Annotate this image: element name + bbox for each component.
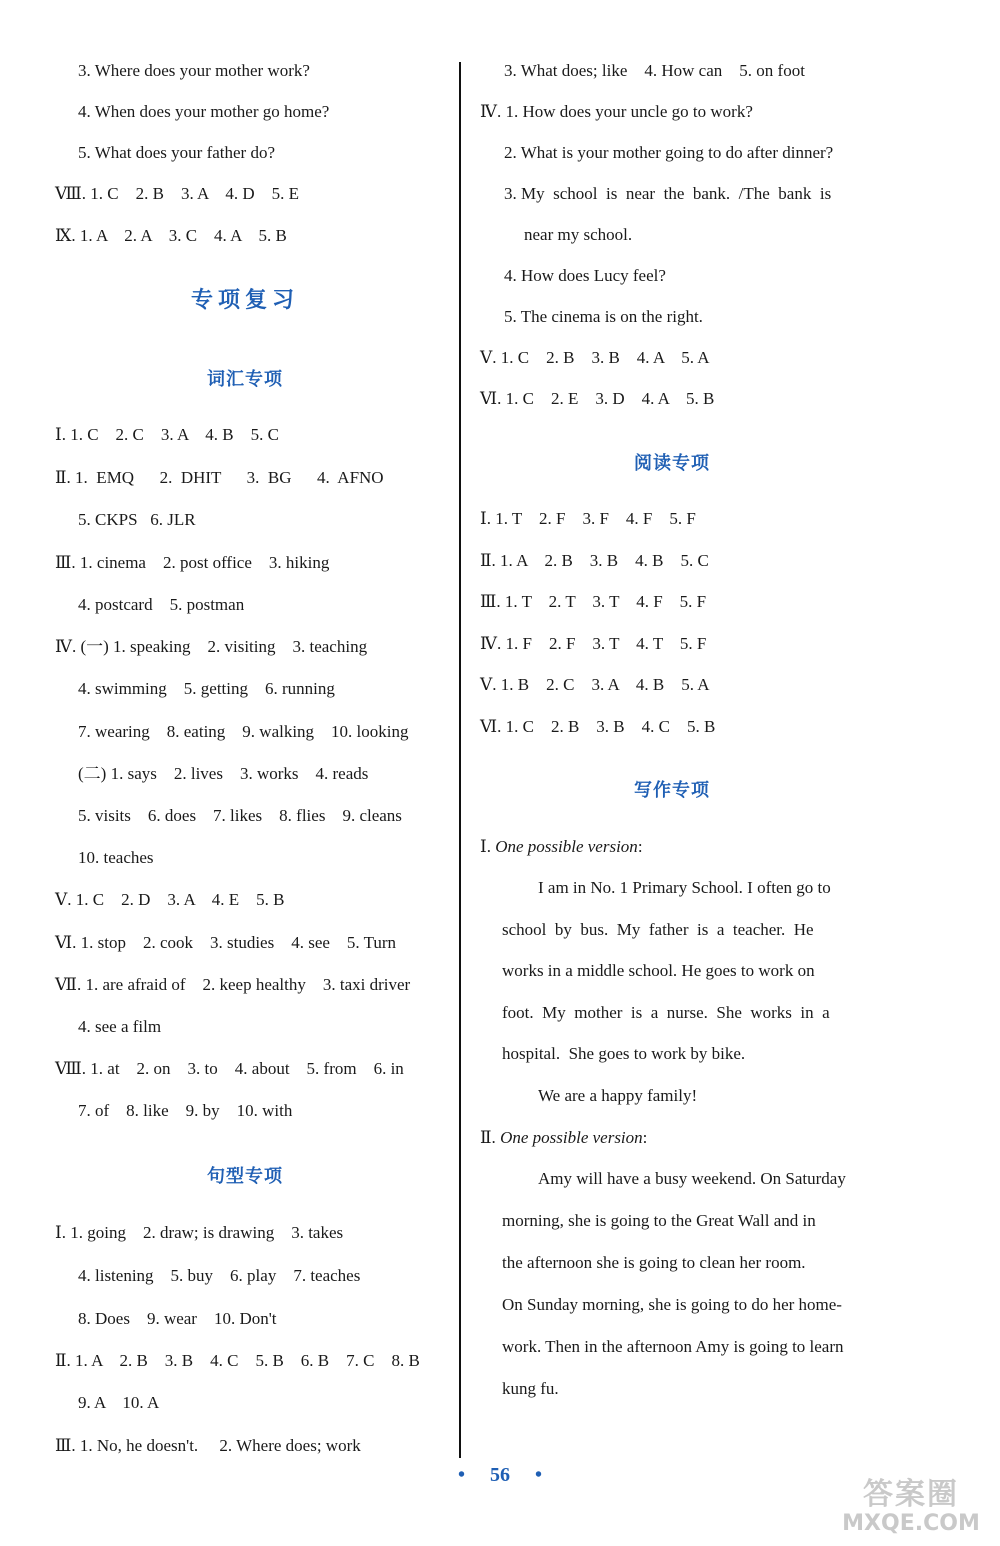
essay-line: kung fu. (502, 1379, 559, 1398)
answer-line: Ⅳ. 1. How does your uncle go to work? (480, 102, 753, 121)
answer-line: 10. teaches (78, 848, 154, 867)
section-title: 专项复习 (190, 288, 299, 313)
answer-line: 7. of 8. like 9. by 10. with (78, 1101, 293, 1120)
essay-line: On Sunday morning, she is going to do her home- (502, 1295, 842, 1314)
answer-line: Ⅴ. 1. C 2. D 3. A 4. E 5. B (55, 890, 285, 909)
answer-line: Ⅱ. 1. A 2. B 3. B 4. C 5. B 6. B 7. C 8. B (55, 1351, 420, 1370)
essay-line: works in a middle school. He goes to work on (502, 961, 815, 980)
answer-line: Ⅴ. 1. B 2. C 3. A 4. B 5. A (480, 675, 710, 694)
page-number-text: 56 (490, 1464, 510, 1486)
essay-line: work. Then in the afternoon Amy is going to learn (502, 1337, 844, 1356)
subsection-heading: 写作专项 (634, 780, 710, 801)
subsection-heading: 句型专项 (207, 1166, 283, 1187)
answer-line: 4. postcard 5. postman (78, 595, 245, 614)
answer-line: Ⅵ. 1. C 2. B 3. B 4. C 5. B (480, 717, 716, 736)
answer-line: Ⅸ. 1. A 2. A 3. C 4. A 5. B (55, 226, 287, 245)
answer-line: 3. What does; like 4. How can 5. on foot (504, 61, 805, 80)
essay-line: We are a happy family! (538, 1086, 698, 1105)
answer-line: Ⅱ. 1. A 2. B 3. B 4. B 5. C (480, 551, 709, 570)
answer-line: Ⅳ. 1. F 2. F 3. T 4. T 5. F (480, 634, 707, 653)
colon: : (637, 837, 643, 856)
roman-numeral: Ⅰ. (480, 837, 491, 856)
roman-numeral: Ⅱ. (480, 1128, 496, 1147)
answer-line: Ⅷ. 1. at 2. on 3. to 4. about 5. from 6. in (55, 1059, 404, 1078)
answer-line: 4. swimming 5. getting 6. running (78, 679, 335, 698)
answer-line: Ⅰ. 1. C 2. C 3. A 4. B 5. C (55, 425, 279, 444)
answer-line: 9. A 10. A (78, 1393, 160, 1412)
answer-line: 8. Does 9. wear 10. Don't (78, 1309, 277, 1328)
watermark-logo (826, 1478, 996, 1540)
bullet-left: • (457, 1464, 465, 1486)
answer-line: Ⅰ. 1. going 2. draw; is drawing 3. takes (55, 1223, 344, 1242)
answer-line: Ⅷ. 1. C 2. B 3. A 4. D 5. E (55, 184, 300, 203)
answer-line: Ⅶ. 1. are afraid of 2. keep healthy 3. taxi driver (55, 975, 411, 994)
answer-line: Ⅲ. 1. T 2. T 3. T 4. F 5. F (480, 592, 707, 611)
answer-line: Ⅵ. 1. C 2. E 3. D 4. A 5. B (480, 389, 715, 408)
answer-line: 3. Where does your mother work? (78, 61, 310, 80)
subsection-heading: 词汇专项 (207, 369, 283, 390)
answer-line: Ⅲ. 1. cinema 2. post office 3. hiking (55, 553, 330, 572)
answer-line: 5. What does your father do? (78, 143, 276, 162)
watermark-line1: 答案圈 (863, 1477, 959, 1512)
answer-line: 5. CKPS 6. JLR (78, 510, 196, 529)
column-divider (459, 62, 461, 1458)
essay-line: foot. My mother is a nurse. She works in a (502, 1003, 830, 1022)
colon: : (642, 1128, 648, 1147)
essay-line: hospital. She goes to work by bike. (502, 1044, 746, 1063)
answer-line: 7. wearing 8. eating 9. walking 10. looking (78, 722, 409, 741)
watermark-line2: MXQE.COM (842, 1511, 980, 1536)
answer-line: Ⅵ. 1. stop 2. cook 3. studies 4. see 5. Turn (55, 933, 397, 952)
writing-version-label (480, 1127, 647, 1149)
answer-line: near my school. (524, 225, 633, 244)
version-text: One possible version (495, 837, 638, 856)
essay-line: Amy will have a busy weekend. On Saturday (538, 1169, 846, 1188)
answer-line: 2. What is your mother going to do after dinner? (504, 143, 834, 162)
answer-line: Ⅴ. 1. C 2. B 3. B 4. A 5. A (480, 348, 710, 367)
answer-line: 3. My school is near the bank. /The bank is (504, 184, 832, 203)
answer-line: 4. see a film (78, 1017, 162, 1036)
subsection-heading: 阅读专项 (634, 453, 710, 474)
essay-line: morning, she is going to the Great Wall and in (502, 1211, 816, 1230)
answer-line: Ⅲ. 1. No, he doesn't. 2. Where does; work (55, 1436, 361, 1455)
answer-line: 5. visits 6. does 7. likes 8. flies 9. cleans (78, 806, 402, 825)
essay-line: I am in No. 1 Primary School. I often go to (538, 878, 831, 897)
answer-line: Ⅰ. 1. T 2. F 3. F 4. F 5. F (480, 509, 696, 528)
answer-line: 4. How does Lucy feel? (504, 266, 666, 285)
answer-line: 4. listening 5. buy 6. play 7. teaches (78, 1266, 361, 1285)
essay-line: the afternoon she is going to clean her room. (502, 1253, 806, 1272)
answer-line: Ⅳ. (一) 1. speaking 2. visiting 3. teaching (55, 637, 368, 656)
answer-line: 5. The cinema is on the right. (504, 307, 703, 326)
writing-version-label (480, 836, 643, 858)
answer-line: Ⅱ. 1. EMQ 2. DHIT 3. BG 4. AFNO (55, 468, 384, 487)
answer-line: (二) 1. says 2. lives 3. works 4. reads (78, 764, 369, 783)
essay-line: school by bus. My father is a teacher. He (502, 920, 814, 939)
version-text: One possible version (500, 1128, 643, 1147)
bullet-right: • (535, 1464, 543, 1486)
answer-line: 4. When does your mother go home? (78, 102, 330, 121)
